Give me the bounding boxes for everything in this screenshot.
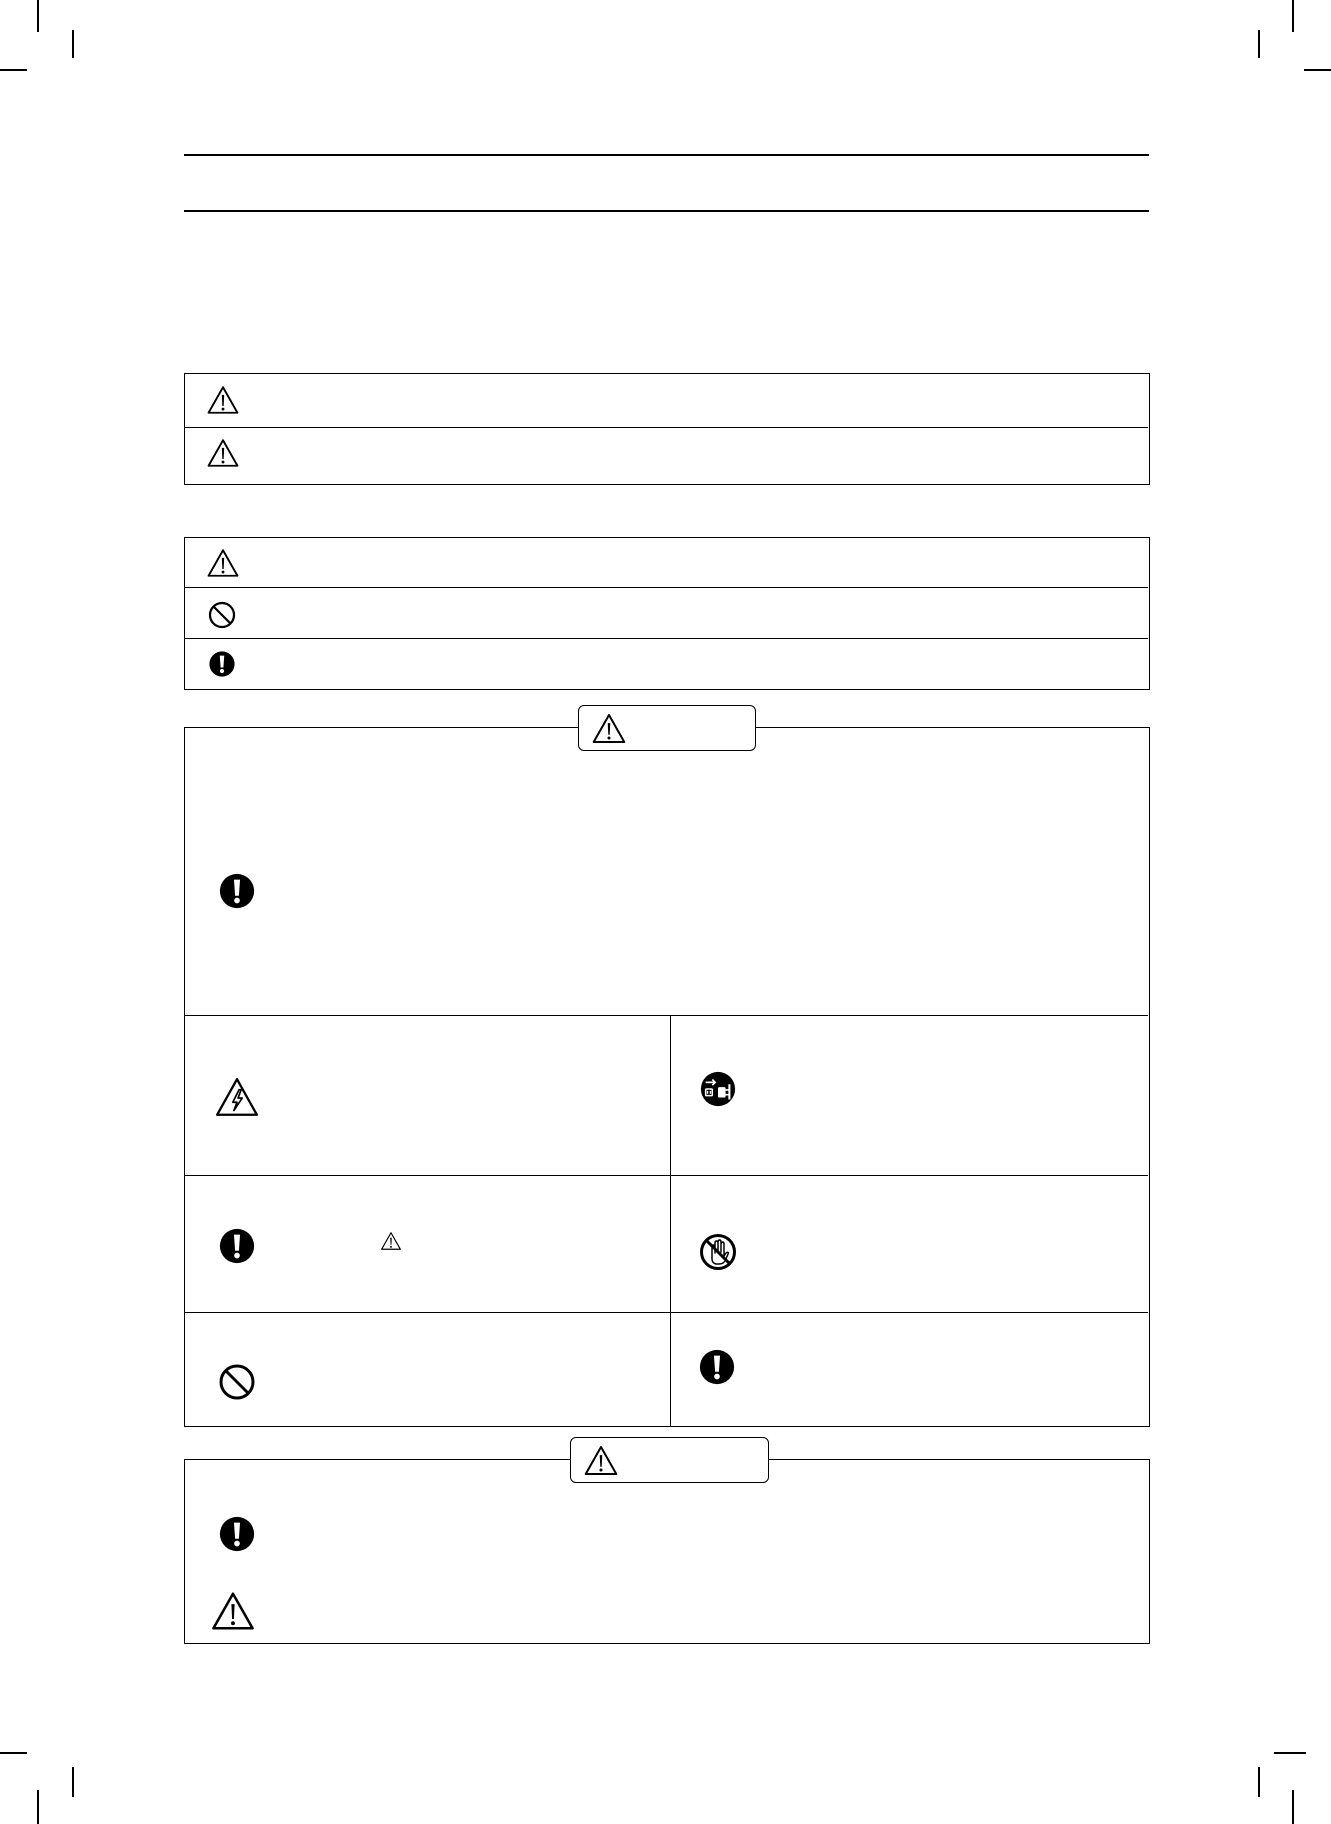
unplug-icon [699,1070,737,1108]
prohibition-circle-icon [207,600,237,630]
small-warning-triangle-icon [380,1231,402,1251]
grid-divider [185,1175,1148,1176]
header-top-rule [184,154,1149,156]
grid-divider [185,1312,1148,1313]
section-divider [185,1015,1148,1016]
row-divider [185,587,1148,588]
electric-shock-icon [214,1076,260,1118]
caution-tab [570,1437,769,1483]
mandatory-exclamation-icon [208,650,236,678]
warning-triangle-icon [210,1590,256,1632]
warning-triangle-icon [583,1444,619,1477]
mandatory-exclamation-icon [218,1227,256,1265]
prohibition-circle-icon [217,1362,257,1402]
grid-column-divider [670,1015,671,1426]
no-touch-hand-icon [698,1232,738,1272]
warning-triangle-icon [206,547,240,579]
mandatory-exclamation-icon [698,1348,736,1386]
warning-section [184,727,1150,1427]
caution-section [184,1459,1150,1644]
warning-triangle-icon [206,384,240,416]
signal-words-table [184,373,1150,485]
symbols-table [184,537,1150,690]
row-divider [185,638,1148,639]
warning-triangle-icon [206,437,240,469]
header-bottom-rule [184,210,1149,212]
mandatory-exclamation-icon [218,872,256,910]
warning-triangle-icon [591,712,627,745]
warning-tab [578,705,756,751]
mandatory-exclamation-icon [218,1515,256,1553]
row-divider [185,427,1148,428]
